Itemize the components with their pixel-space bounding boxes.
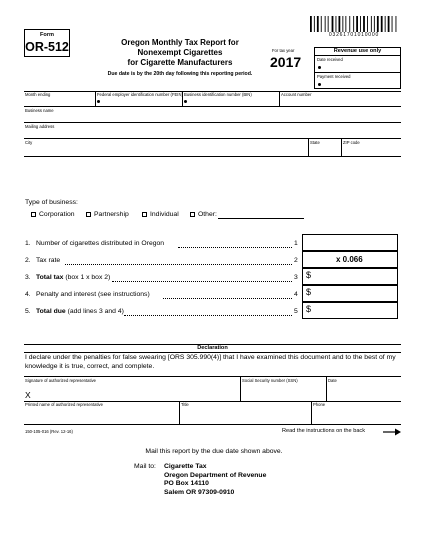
printed-name-label: Printed name of authorized representative [25, 402, 103, 407]
declaration-text: I declare under the penalties for false swearing [ORS 305.990(4)] that I have examined this document and to the best of my knowledge it is true, correct, and complete. [25, 354, 396, 370]
business-type-label: Type of business: [25, 199, 78, 206]
account-number-field[interactable] [281, 97, 400, 105]
barcode-number: 03261701010000 [328, 32, 380, 38]
line-2-number: 2. [25, 257, 31, 264]
line-1-text: Number of cigarettes distributed in Oregon [36, 240, 165, 247]
bin-marker [184, 100, 187, 103]
state-label: State [310, 140, 320, 145]
date-field[interactable] [328, 384, 400, 400]
title-label: Title [181, 402, 189, 407]
other-checkbox[interactable] [190, 212, 195, 217]
fein-field[interactable] [102, 97, 181, 105]
signature-label: Signature of authorized representative [25, 378, 96, 383]
mail-address-line2: Oregon Department of Revenue [164, 471, 267, 479]
zip-label: ZIP code [343, 140, 360, 145]
line-5-ref: 5 [294, 308, 298, 315]
signature-x-mark: X [25, 390, 31, 400]
amount-box-4[interactable] [302, 285, 398, 302]
individual-checkbox[interactable] [142, 212, 147, 217]
ssn-field[interactable] [242, 384, 325, 400]
partnership-label: Partnership [94, 211, 129, 218]
fein-marker [97, 100, 100, 103]
bin-label: Business identification number (BIN) [184, 92, 252, 97]
city-label: City [25, 140, 33, 145]
title-field[interactable] [181, 408, 310, 423]
declaration-title: Declaration [197, 345, 228, 351]
signature-field[interactable] [34, 384, 238, 400]
barcode [310, 16, 398, 32]
corporation-checkbox[interactable] [31, 212, 36, 217]
amount-box-3[interactable] [302, 268, 398, 285]
line-1-ref: 1 [294, 240, 298, 247]
business-name-label: Business name [25, 108, 54, 113]
line-5-number: 5. [25, 308, 31, 315]
revenue-use-title: Revenue use only [333, 48, 382, 54]
phone-label: Phone [313, 402, 326, 407]
business-name-field[interactable] [25, 113, 400, 121]
amount-box-5[interactable] [302, 302, 398, 319]
ssn-label: Social Security number (SSN) [242, 378, 298, 383]
line-5-bold: Total due [36, 308, 66, 315]
revenue-use-box [314, 47, 401, 89]
mailing-address-field[interactable] [25, 129, 400, 137]
barcode-graphic [310, 16, 398, 32]
line-1-number: 1. [25, 240, 31, 247]
zip-field[interactable] [343, 145, 400, 155]
line-5-text [36, 308, 124, 316]
state-field[interactable] [310, 145, 340, 155]
line-2-ref: 2 [294, 257, 298, 264]
corporation-label: Corporation [39, 211, 75, 218]
city-field[interactable] [25, 145, 307, 155]
form-title [100, 38, 260, 68]
line-3-dollar: $ [306, 270, 312, 280]
line-2-text: Tax rate [36, 257, 61, 264]
line-4-dollar: $ [306, 287, 312, 297]
fein-label: Federal employer identification number (FEIN) [97, 92, 183, 97]
form-label: Form [40, 32, 54, 38]
instructions-note: Read the instructions on the back [282, 428, 366, 434]
line-3-ref: 3 [294, 274, 298, 281]
form-number: OR-512 [25, 40, 69, 54]
individual-label: Individual [150, 211, 179, 218]
printed-name-field[interactable] [25, 408, 178, 423]
mail-address-line1: Cigarette Tax [164, 463, 207, 470]
tax-year-label: For tax year [272, 48, 295, 53]
arrow-right-icon [382, 428, 402, 436]
payment-received-label: Payment received [317, 74, 351, 79]
form-title-line1: Oregon Monthly Tax Report for [121, 38, 239, 47]
bin-field[interactable] [189, 97, 278, 105]
line-4-text: Penalty and interest (see instructions) [36, 291, 150, 298]
line-4-number: 4. [25, 291, 31, 298]
line-3-number: 3. [25, 274, 31, 281]
line-3-rest: (box 1 x box 2) [63, 274, 111, 281]
mail-note: Mail this report by the due date shown above. [145, 448, 283, 455]
payment-received-marker [318, 83, 321, 86]
form-number-box [24, 29, 70, 57]
month-ending-label: Month ending [25, 92, 51, 97]
account-number-label: Account number [281, 92, 312, 97]
line-5-rest: (add lines 3 and 4) [65, 308, 124, 315]
mailing-address-label: Mailing address [25, 124, 55, 129]
line-4-ref: 4 [294, 291, 298, 298]
tax-year-value: 2017 [270, 54, 302, 70]
month-ending-field[interactable] [25, 97, 94, 105]
other-label: Other: [198, 211, 217, 218]
date-label: Date [328, 378, 337, 383]
mail-address-line3: PO Box 14110 [164, 480, 209, 488]
mail-address-line4: Salem OR 97309-0910 [164, 488, 235, 496]
form-title-line3: for Cigarette Manufacturers [127, 58, 233, 67]
amount-box-1[interactable] [302, 234, 398, 251]
due-date-note: Due date is by the 20th day following this reporting period. [107, 71, 253, 77]
form-code: 150-105-016 (Rev. 12-16) [25, 429, 73, 434]
date-received-label: Date received [317, 57, 343, 62]
line-3-bold: Total tax [36, 274, 64, 281]
form-title-line2: Nonexempt Cigarettes [137, 48, 223, 57]
mail-to-label: Mail to: [134, 463, 156, 470]
date-received-marker [318, 66, 321, 69]
phone-field[interactable] [313, 408, 400, 423]
mail-address [164, 463, 266, 497]
line-5-dollar: $ [306, 304, 312, 314]
line-3-text [36, 274, 110, 282]
other-input-line[interactable] [218, 218, 304, 219]
tax-rate-value: x 0.066 [336, 255, 363, 264]
partnership-checkbox[interactable] [86, 212, 91, 217]
